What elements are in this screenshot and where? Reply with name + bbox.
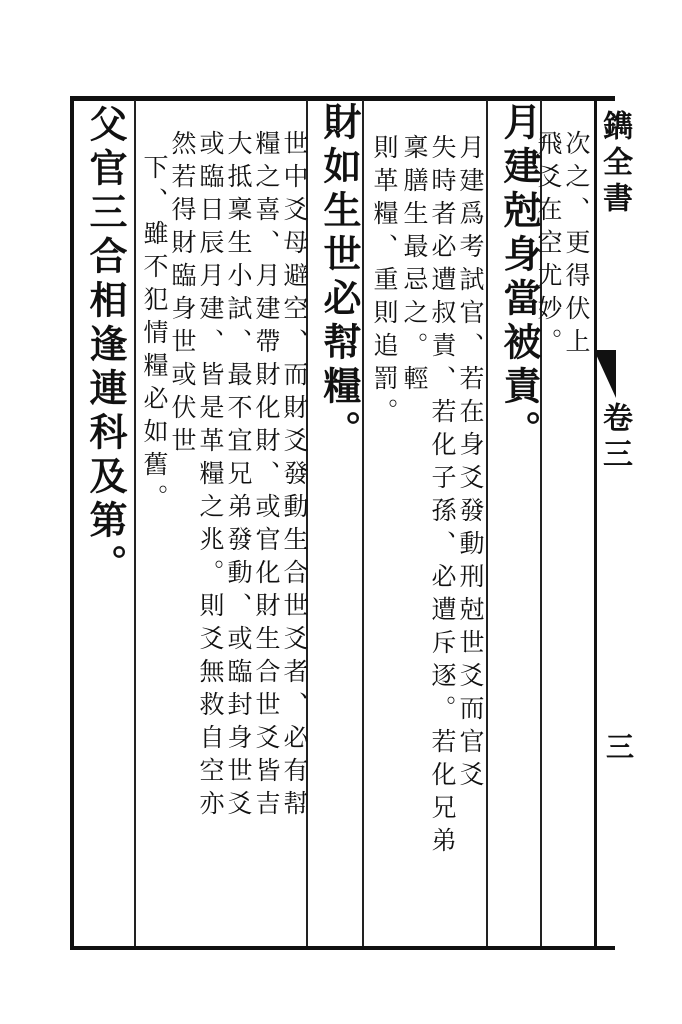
text-column-1: 次之、更得伏上 [562, 130, 591, 361]
fish-tail-mark [594, 350, 616, 398]
text-column-3: 月建爲考試官、若在身爻發動刑尅世爻而官爻 [456, 134, 485, 794]
page-edge-gutter [594, 96, 619, 946]
text-column-2: 飛爻在空尤妙。 [534, 130, 563, 361]
heading-column-3: 父官三合相逢連科及第。 [83, 104, 128, 588]
edge-volume-label: 卷三 [597, 402, 632, 474]
text-column-12: 下、雖不犯情糧必如舊。 [140, 154, 169, 517]
heading-column-2: 財如生世必幇糧。 [317, 102, 362, 454]
text-column-4: 失時者必遭叔責、若化子孫、必遭斥逐。若化兄弟 [428, 134, 457, 860]
text-column-8: 糧之喜、月建帶財化財、或官化財生合世爻皆吉 [252, 130, 281, 823]
folio-number: 三 [602, 732, 635, 760]
text-column-11: 然若得財臨身世或伏世 [168, 130, 197, 460]
edge-book-title: 鐫全書 [597, 110, 632, 218]
text-column-7: 世中爻母避空、而財爻發動生合世爻者、必有幇 [280, 130, 309, 823]
text-column-10: 或臨日辰月建、皆是革糧之兆。則爻無救自空亦 [196, 130, 225, 823]
bottom-border-rule [70, 946, 615, 950]
heading-column-1: 月建尅身當被責。 [497, 102, 542, 454]
text-column-9: 大抵稟生小試、最不宜兄弟發動、或臨封身世爻 [224, 130, 253, 823]
text-column-6: 則革糧、重則追罰。 [370, 134, 399, 431]
top-border-rule [70, 96, 615, 101]
text-column-5: 稟膳生最忌之。輕 [400, 134, 429, 398]
left-border-rule [70, 96, 74, 950]
